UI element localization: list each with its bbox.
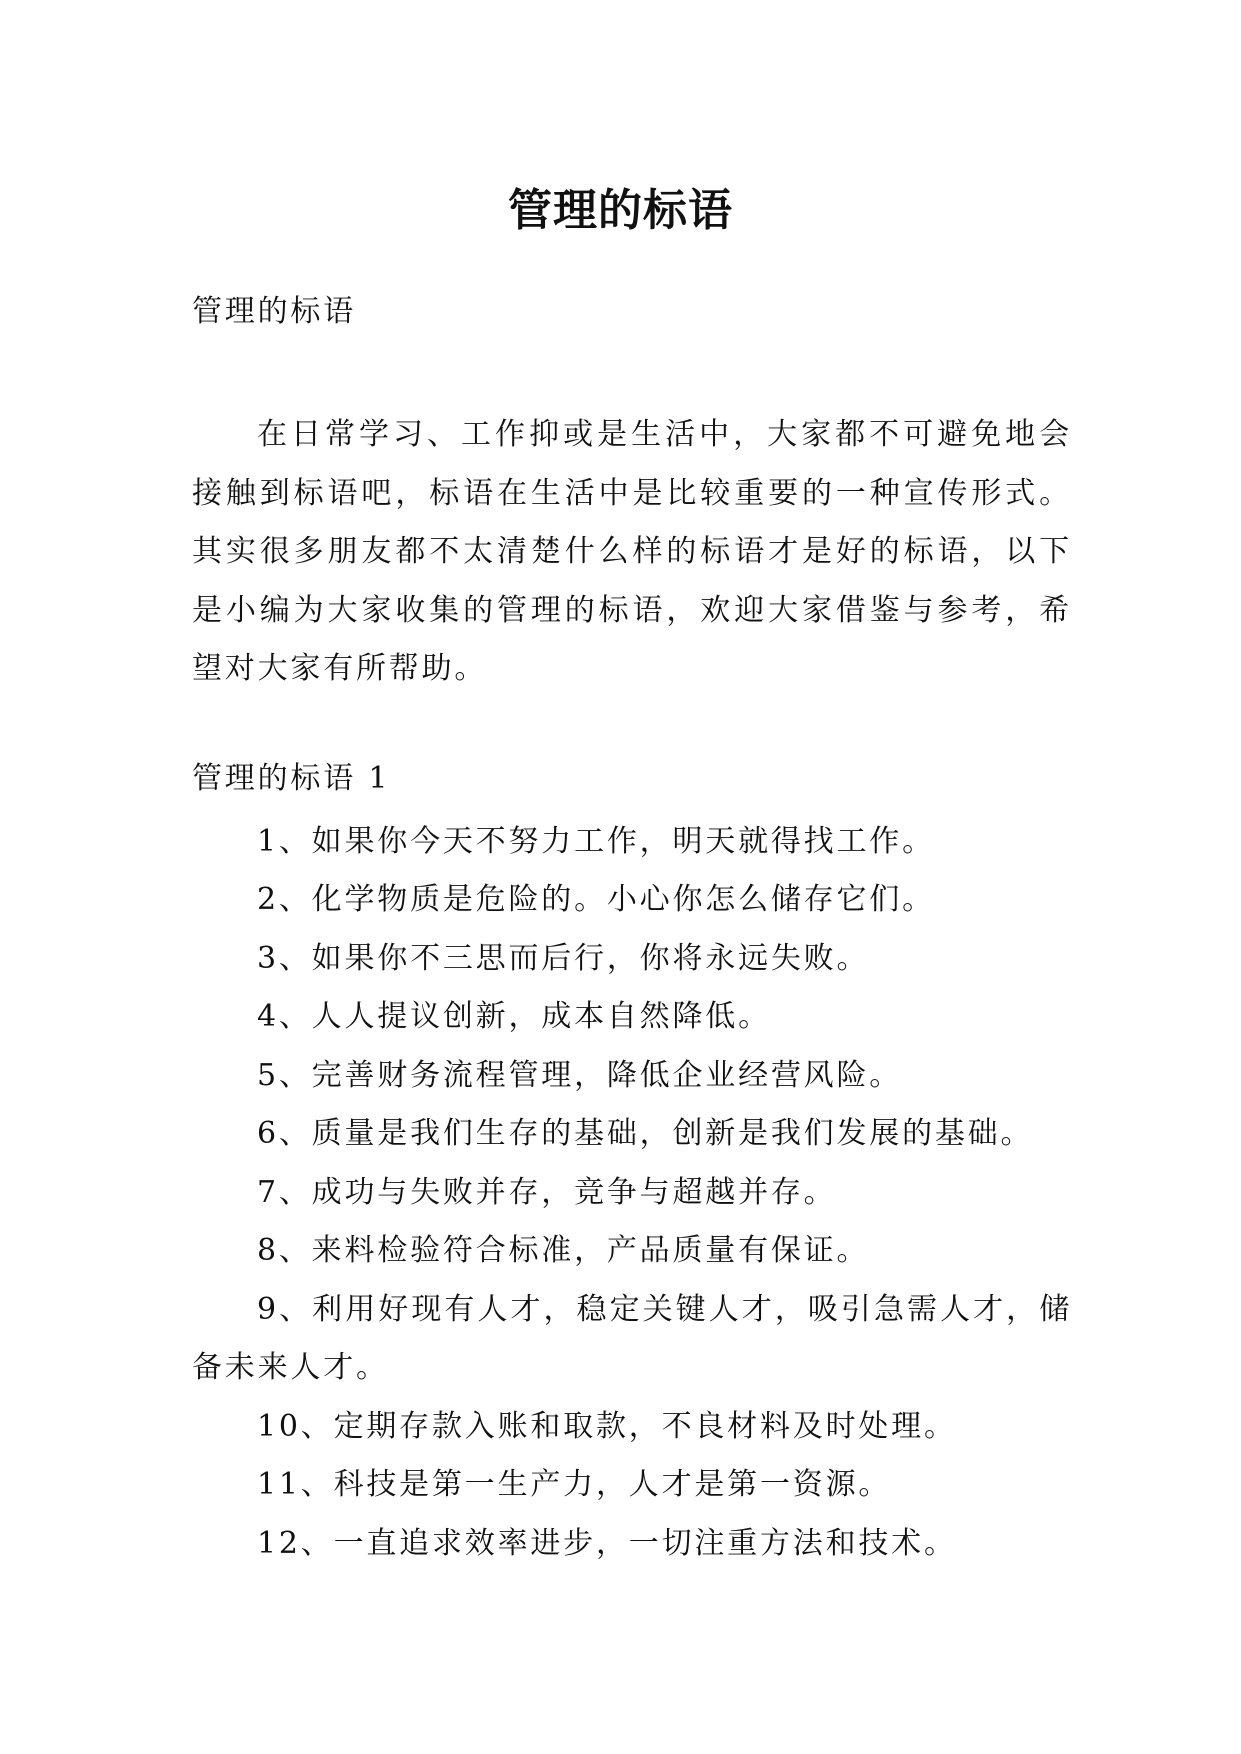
slogan-item: 12、一直追求效率进步，一切注重方法和技术。: [257, 1525, 957, 1561]
section-heading: 管理的标语 1: [192, 760, 391, 796]
slogan-item: 2、化学物质是危险的。小心你怎么储存它们。: [257, 882, 935, 917]
intro-paragraph: 在日常学习、工作抑或是生活中，大家都不可避免地会接触到标语吧，标语在生活中是比较重要的一种宣传形式。其实很多朋友都不太清楚什么样的标语才是好的标语，以下是小编为大家收集的管理的标语，欢迎大家借鉴与参考，希望对大家有所帮助。: [192, 417, 1072, 686]
document-body: [192, 290, 1072, 1573]
document-title: 管理的标语: [508, 185, 733, 237]
slogan-item: 4、人人提议创新，成本自然降低。: [257, 999, 771, 1034]
slogan-item: 6、质量是我们生存的基础，创新是我们发展的基础。: [257, 1116, 1034, 1151]
slogan-item: 11、科技是第一生产力，人才是第一资源。: [257, 1467, 892, 1502]
slogan-item: 9、利用好现有人才，稳定关键人才，吸引急需人才，储备未来人才。: [192, 1291, 1072, 1385]
slogan-item: 7、成功与失败并存，竞争与超越并存。: [257, 1174, 837, 1210]
document-subtitle: 管理的标语: [192, 294, 356, 329]
slogan-item: 10、定期存款入账和取款，不良材料及时处理。: [257, 1408, 957, 1444]
slogan-item: 3、如果你不三思而后行，你将永远失败。: [257, 940, 870, 976]
slogan-item: 1、如果你今天不努力工作，明天就得找工作。: [257, 823, 935, 859]
slogan-item: 8、来料检验符合标准，产品质量有保证。: [257, 1233, 870, 1268]
slogan-item: 5、完善财务流程管理，降低企业经营风险。: [257, 1057, 903, 1093]
slogan-list: [192, 813, 1072, 1574]
